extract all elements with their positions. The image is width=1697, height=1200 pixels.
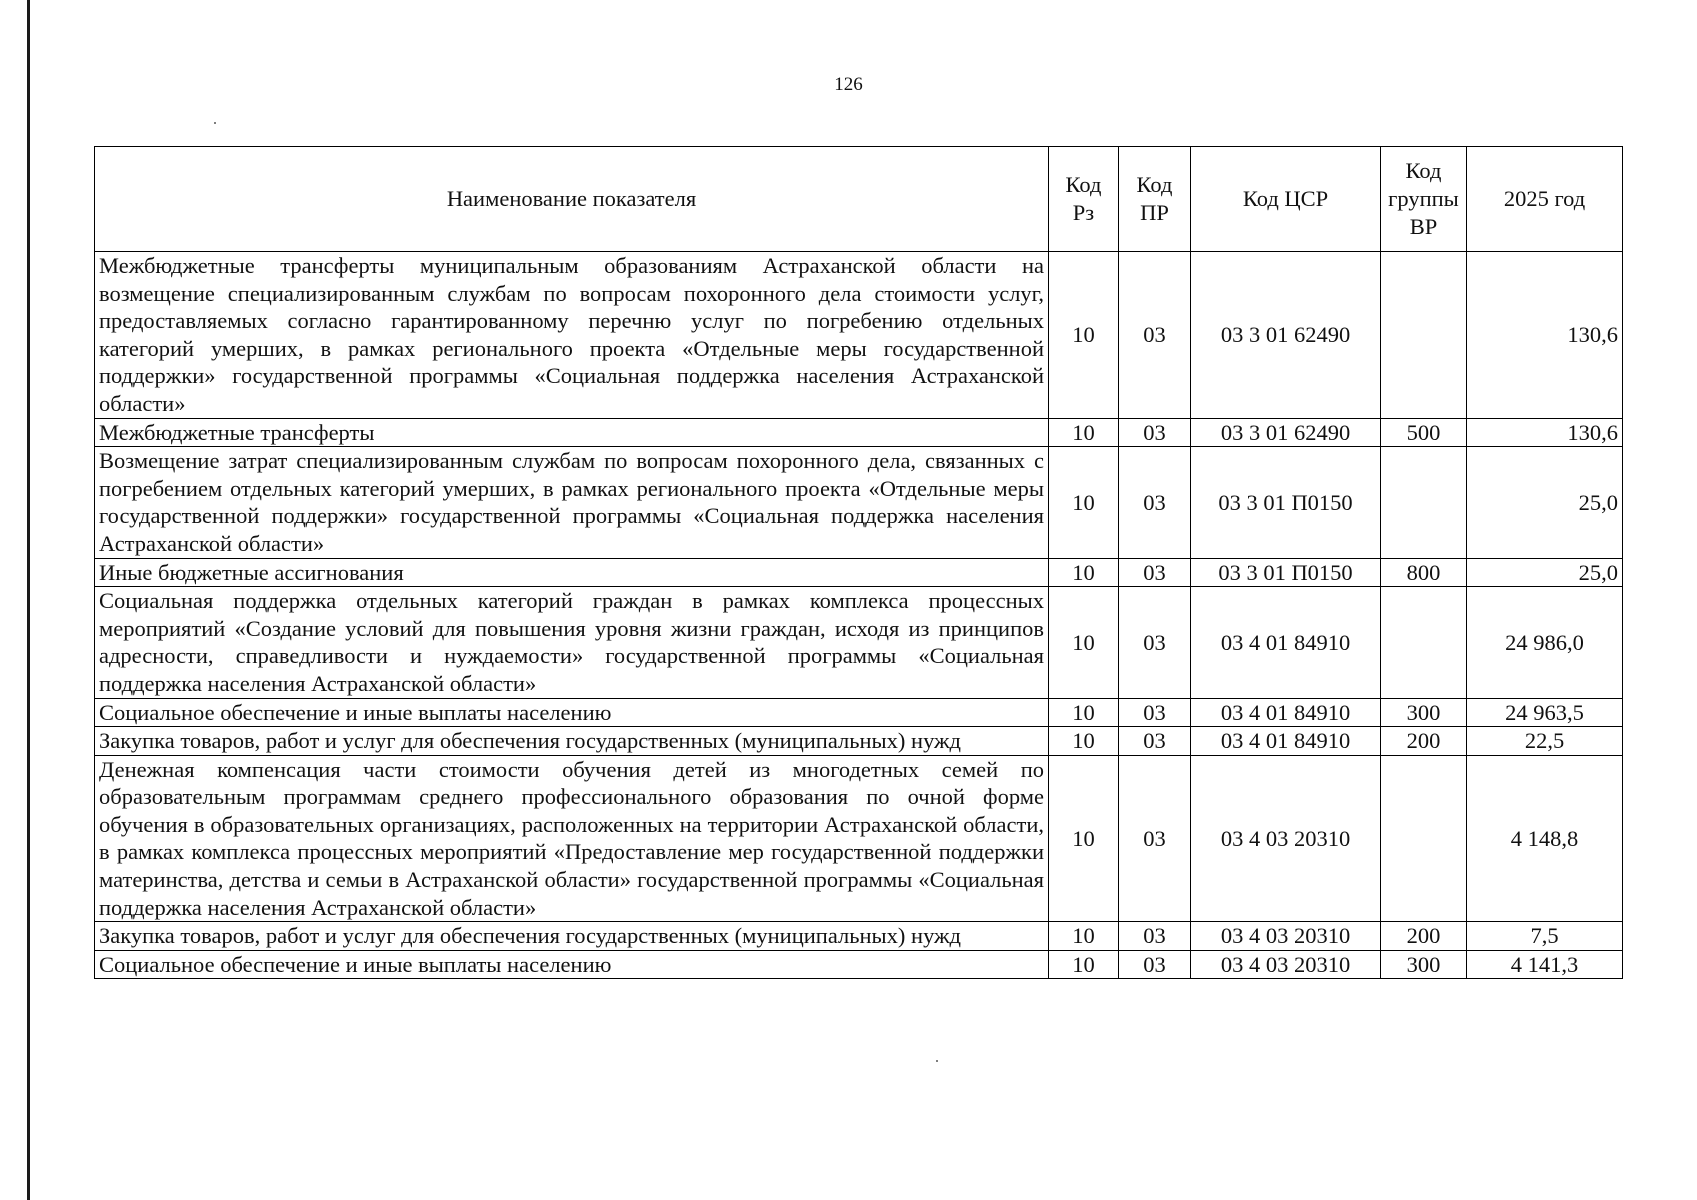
- table-row: [95, 727, 1623, 756]
- row-pr: 03: [1119, 698, 1191, 727]
- row-csr: 03 3 01 62490: [1191, 252, 1381, 419]
- row-pr: 03: [1119, 447, 1191, 558]
- row-pr: 03: [1119, 950, 1191, 979]
- row-name: Возмещение затрат специализированным службам по вопросам похоронного дела, связанных с погребением отдельных категорий умерших, в рамках регионального проекта «Отдельные меры государственной поддержки» государственной программы «Социальная поддержка населения Астраханской области»: [95, 447, 1049, 558]
- row-vr: [1381, 252, 1467, 419]
- row-name: Социальная поддержка отдельных категорий граждан в рамках комплекса процессных мероприятий «Создание условий для повышения уровня жизни граждан, исходя из принципов адресности, справедливости и нуждаемости» государственной программы «Социальная поддержка населения Астраханской области»: [95, 587, 1049, 698]
- scan-edge-line: [27, 0, 30, 1200]
- table-row: [95, 698, 1623, 727]
- row-vr: [1381, 755, 1467, 922]
- row-vr: [1381, 447, 1467, 558]
- row-name: Социальное обеспечение и иные выплаты населению: [95, 950, 1049, 979]
- row-csr: 03 4 01 84910: [1191, 698, 1381, 727]
- row-vr: 300: [1381, 950, 1467, 979]
- row-rz: 10: [1049, 587, 1119, 698]
- row-vr: 500: [1381, 418, 1467, 447]
- budget-table: [94, 146, 1623, 979]
- row-vr: 300: [1381, 698, 1467, 727]
- row-rz: 10: [1049, 252, 1119, 419]
- row-csr: 03 4 01 84910: [1191, 727, 1381, 756]
- row-rz: 10: [1049, 727, 1119, 756]
- row-pr: 03: [1119, 755, 1191, 922]
- row-rz: 10: [1049, 447, 1119, 558]
- row-vr: 200: [1381, 922, 1467, 951]
- row-amount: 22,5: [1467, 727, 1623, 756]
- row-pr: 03: [1119, 418, 1191, 447]
- table-row: [95, 950, 1623, 979]
- row-name: Закупка товаров, работ и услуг для обеспечения государственных (муниципальных) нужд: [95, 922, 1049, 951]
- scan-speck: [936, 1060, 938, 1062]
- row-rz: 10: [1049, 922, 1119, 951]
- page-number: 126: [834, 74, 863, 95]
- row-pr: 03: [1119, 922, 1191, 951]
- row-vr: 800: [1381, 558, 1467, 587]
- row-pr: 03: [1119, 558, 1191, 587]
- table-row: [95, 558, 1623, 587]
- header-vr: Код группы ВР: [1381, 147, 1467, 252]
- row-csr: 03 4 01 84910: [1191, 587, 1381, 698]
- row-amount: 7,5: [1467, 922, 1623, 951]
- table-header-row: [95, 147, 1623, 252]
- header-name: Наименование показателя: [95, 147, 1049, 252]
- row-pr: 03: [1119, 727, 1191, 756]
- table-row: [95, 447, 1623, 558]
- row-name: Денежная компенсация части стоимости обучения детей из многодетных семей по образовательным программам среднего профессионального образования по очной форме обучения в образовательных организациях, расположенных на территории Астраханской области, в рамках комплекса процессных мероприятий «Предоставление мер государственной поддержки материнства, детства и семьи в Астраханской области» государственной программы «Социальная поддержка населения Астраханской области»: [95, 755, 1049, 922]
- row-name: Межбюджетные трансферты: [95, 418, 1049, 447]
- row-amount: 130,6: [1467, 252, 1623, 419]
- row-vr: 200: [1381, 727, 1467, 756]
- header-year: 2025 год: [1467, 147, 1623, 252]
- scan-speck: [214, 122, 216, 124]
- row-name: Закупка товаров, работ и услуг для обеспечения государственных (муниципальных) нужд: [95, 727, 1049, 756]
- row-csr: 03 4 03 20310: [1191, 922, 1381, 951]
- row-csr: 03 4 03 20310: [1191, 755, 1381, 922]
- table-row: [95, 587, 1623, 698]
- header-rz: Код Рз: [1049, 147, 1119, 252]
- row-amount: 24 963,5: [1467, 698, 1623, 727]
- row-amount: 4 141,3: [1467, 950, 1623, 979]
- row-name: Иные бюджетные ассигнования: [95, 558, 1049, 587]
- row-amount: 25,0: [1467, 558, 1623, 587]
- table-row: [95, 755, 1623, 922]
- row-rz: 10: [1049, 418, 1119, 447]
- row-name: Межбюджетные трансферты муниципальным образованиям Астраханской области на возмещение специализированным службам по вопросам похоронного дела стоимости услуг, предоставляемых согласно гарантированному перечню услуг по погребению отдельных категорий умерших, в рамках регионального проекта «Отдельные меры государственной поддержки» государственной программы «Социальная поддержка населения Астраханской области»: [95, 252, 1049, 419]
- row-pr: 03: [1119, 587, 1191, 698]
- row-rz: 10: [1049, 558, 1119, 587]
- table-row: [95, 252, 1623, 419]
- row-rz: 10: [1049, 950, 1119, 979]
- row-rz: 10: [1049, 755, 1119, 922]
- row-amount: 24 986,0: [1467, 587, 1623, 698]
- header-csr: Код ЦСР: [1191, 147, 1381, 252]
- row-pr: 03: [1119, 252, 1191, 419]
- row-vr: [1381, 587, 1467, 698]
- row-rz: 10: [1049, 698, 1119, 727]
- row-name: Социальное обеспечение и иные выплаты населению: [95, 698, 1049, 727]
- row-csr: 03 3 01 П0150: [1191, 558, 1381, 587]
- row-amount: 4 148,8: [1467, 755, 1623, 922]
- table-row: [95, 922, 1623, 951]
- header-pr: Код ПР: [1119, 147, 1191, 252]
- table-row: [95, 418, 1623, 447]
- row-csr: 03 3 01 62490: [1191, 418, 1381, 447]
- row-amount: 130,6: [1467, 418, 1623, 447]
- row-csr: 03 4 03 20310: [1191, 950, 1381, 979]
- row-csr: 03 3 01 П0150: [1191, 447, 1381, 558]
- row-amount: 25,0: [1467, 447, 1623, 558]
